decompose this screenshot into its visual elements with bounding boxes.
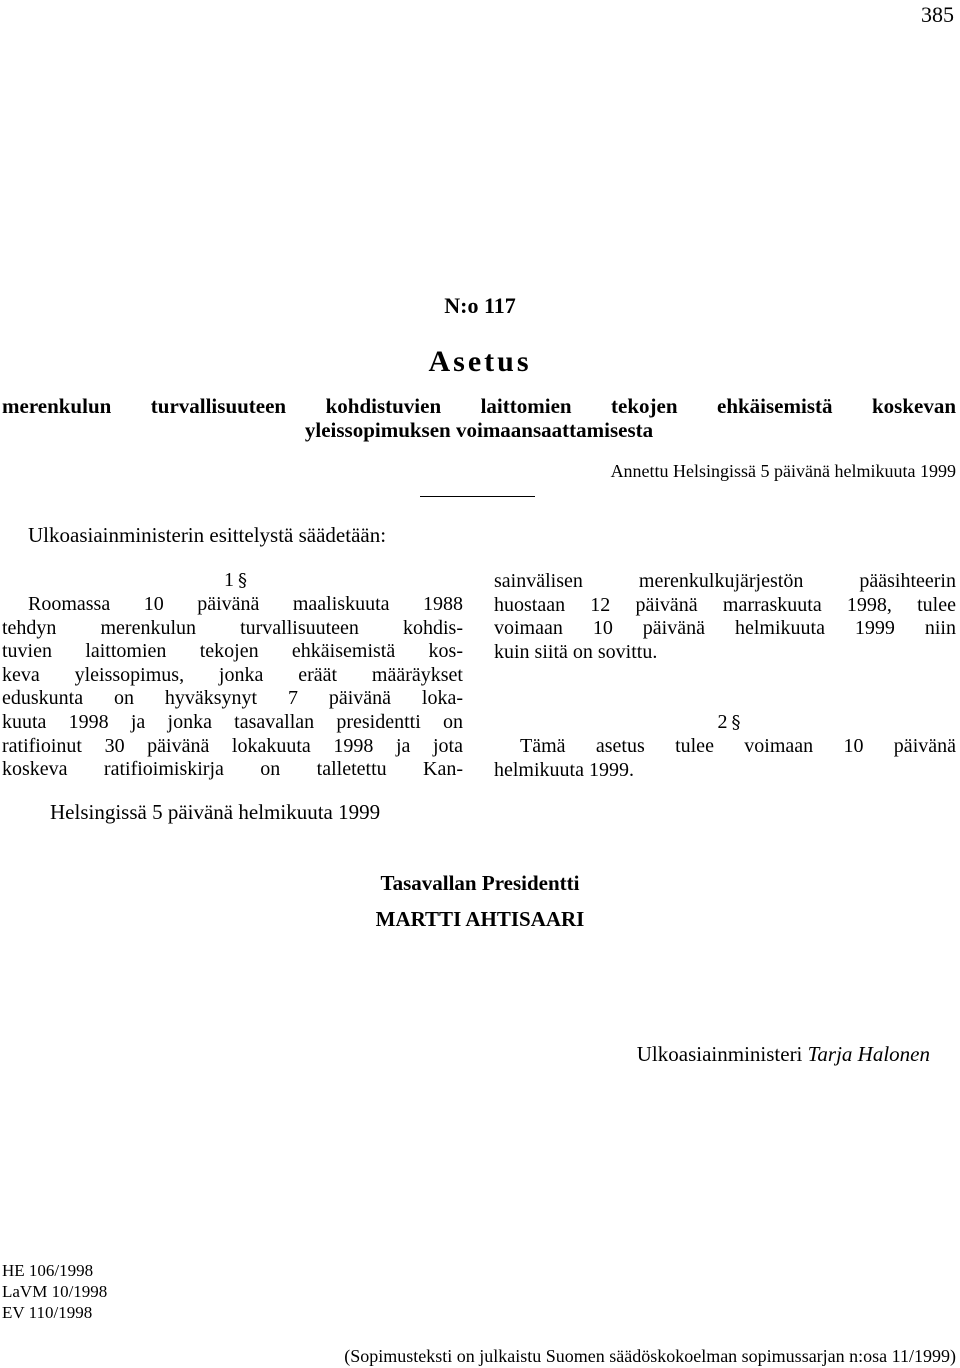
section-2-line: Tämä asetus tulee voimaan 10 päivänä — [520, 734, 956, 757]
section-2-heading — [494, 711, 956, 735]
section-1-line: kuuta 1998 ja jonka tasavallan presidentti on — [2, 710, 463, 733]
section-1-line: voimaan 10 päivänä helmikuuta 1999 niin — [494, 617, 956, 640]
section-2-number: 2 — [717, 711, 728, 734]
president-name: MARTTI AHTISAARI — [375, 907, 585, 931]
minister-name: Tarja Halonen — [807, 1042, 930, 1066]
reference-item: HE 106/1998 — [2, 1261, 94, 1280]
section-1-line: koskeva ratifioimiskirja on talletettu Kan- — [2, 758, 463, 781]
section-1-line: keva yleissopimus, jonka eräät määräykset — [2, 663, 463, 686]
section-1-line: tehdyn merenkulun turvallisuuteen kohdis- — [2, 616, 463, 639]
section-1-line: tuvien laittomien tekojen ehkäisemistä kos- — [2, 640, 463, 663]
section-1-number: 1 — [224, 569, 234, 592]
minister-title: Ulkoasiainministeri — [636, 1042, 803, 1066]
reference-item: LaVM 10/1998 — [2, 1282, 108, 1301]
section-1-heading — [2, 569, 463, 593]
section-symbol: § — [731, 712, 741, 734]
section-symbol: § — [238, 570, 247, 592]
minister-signature — [0, 1042, 930, 1067]
section-1-line: eduskunta on hyväksynyt 7 päivänä loka- — [2, 687, 463, 710]
statute-number: N:o 117 — [444, 293, 516, 318]
given-date: Annettu Helsingissä 5 päivänä helmikuuta 1999 — [610, 461, 956, 481]
signing-place-date: Helsingissä 5 päivänä helmikuuta 1999 — [50, 800, 381, 824]
section-1-line: huostaan 12 päivänä marraskuuta 1998, tulee — [494, 593, 956, 616]
section-1-line: Roomassa 10 päivänä maaliskuuta 1988 — [28, 593, 463, 615]
separator-rule — [420, 496, 535, 497]
section-1-line: kuin siitä on sovittu. — [494, 640, 658, 663]
right-column — [494, 570, 956, 782]
president-title: Tasavallan Presidentti — [380, 871, 580, 895]
page-number: 385 — [921, 2, 954, 27]
section-1-line: sainvälisen merenkulkujärjestön pääsihteerin — [494, 570, 956, 592]
legislative-references — [2, 1260, 107, 1323]
document-type-heading: Asetus — [428, 345, 532, 378]
left-column — [2, 569, 463, 782]
subject-line-2: yleissopimuksen voimaansaattamisesta — [304, 418, 654, 442]
document-subject — [2, 394, 956, 442]
section-1-line: ratifioinut 30 päivänä lokakuuta 1998 ja jota — [2, 734, 463, 757]
section-2-line: helmikuuta 1999. — [494, 758, 634, 781]
reference-item: EV 110/1998 — [2, 1303, 93, 1322]
subject-line-1: merenkulun turvallisuuteen kohdistuvien laittomien tekojen ehkäisemistä koskevan — [2, 394, 956, 418]
publication-note: (Sopimusteksti on julkaistu Suomen säädöskokoelman sopimussarjan n:osa 11/1999) — [344, 1346, 956, 1366]
introduction: Ulkoasiainministerin esittelystä säädetään: — [28, 523, 387, 547]
